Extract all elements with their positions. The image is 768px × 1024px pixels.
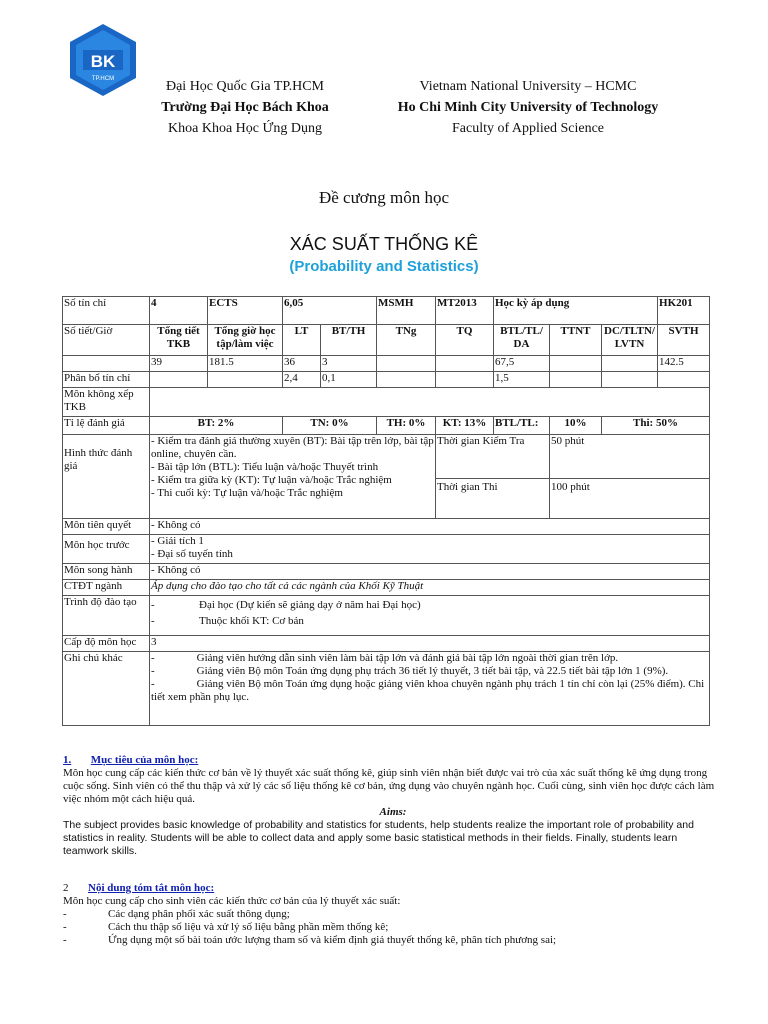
table-row [63, 564, 710, 580]
list-item: - Đại số tuyến tính [151, 548, 233, 560]
previous-course-label: Môn học trước [63, 535, 150, 564]
semester-value: HK201 [658, 297, 710, 325]
table-cell: 1,5 [494, 372, 550, 388]
col-header: Tổng giờ học tập/làm việc [208, 325, 283, 356]
table-cell: 2,4 [283, 372, 321, 388]
header-left [150, 76, 340, 139]
prerequisite-label: Môn tiên quyết [63, 519, 150, 535]
document-title: Đề cương môn học [318, 188, 450, 207]
table-cell [550, 356, 602, 372]
course-level-label: Cấp độ môn học [63, 636, 150, 652]
parallel-course-value: - Không có [150, 564, 710, 580]
table-row [63, 535, 710, 564]
program-label: CTĐT ngành [63, 580, 150, 596]
table-cell: 36 [283, 356, 321, 372]
svg-text:TP.HCM: TP.HCM [91, 76, 115, 82]
training-level-label: Trình độ đào tạo [63, 596, 150, 636]
list-item: - Kiểm tra giữa kỳ (KT): Tự luận và/hoặc Trắc nghiệm [151, 474, 392, 486]
ratio-label: Tỉ lệ đánh giá [63, 417, 150, 435]
table-cell: 181.5 [208, 356, 283, 372]
training-level-values: - Đại học (Dự kiến sẽ giảng dạy ở năm hai Đại học) - Thuộc khối KT: Cơ bản [150, 596, 710, 636]
hours-label: Số tiết/Giờ [63, 325, 150, 356]
notes-label: Ghi chú khác [63, 652, 150, 726]
table-cell [658, 372, 710, 388]
svg-text:BK: BK [90, 52, 116, 71]
parallel-course-label: Môn song hành [63, 564, 150, 580]
table-cell: 3 [321, 356, 377, 372]
notes-values: - Giảng viên hướng dẫn sinh viên làm bài tập lớn và đánh giá bài tập lớn ngoài thời gian trên lớp. - Giảng viên Bộ môn Toán ứng dụng phụ trách 36 tiết lý thuyết, 3 tiết bài tập, và 22.5 tiết bài tập lớn 1 (9%). - Giảng viên Bộ môn Toán ứng dụng hoặc giảng viên khoa chuyên ngành phụ trách 1 tín chỉ còn lại (25% điểm). Chi tiết xem phần phụ lục. [150, 652, 710, 726]
ratio-tn: TN: 0% [283, 417, 377, 435]
university-name-en: Vietnam National University – HCMC [419, 79, 637, 94]
section-objectives [63, 754, 723, 858]
summary-item: Ứng dụng một số bài toán ước lượng tham số và kiểm định giả thuyết thống kê, phân tích phương sai; [108, 934, 557, 946]
section-heading [63, 754, 723, 767]
ratio-btl-label: BTL/TL: [494, 417, 550, 435]
section-number: 1. [63, 754, 72, 766]
summary-item: Cách thu thập số liệu và xử lý số liệu bằng phần mềm thống kê; [108, 921, 389, 933]
list-item: - Thi cuối kỳ: Tự luận và/hoặc Trắc nghiệm [151, 487, 343, 499]
table-cell: 142.5 [658, 356, 710, 372]
section-heading [63, 882, 723, 895]
school-name-vi: Trường Đại Học Bách Khoa [161, 100, 329, 115]
credits-label: Số tín chỉ [63, 297, 150, 325]
faculty-name-en: Faculty of Applied Science [451, 121, 605, 136]
assessment-label: Hình thức đánh giá [63, 435, 150, 519]
course-level-value: 3 [150, 636, 710, 652]
table-cell: 0,1 [321, 372, 377, 388]
school-name-en: Ho Chi Minh City University of Technology [397, 100, 659, 115]
list-item: - Kiểm tra đánh giá thường xuyên (BT): Bài tập trên lớp, bài tập online, chuyên cần. [151, 435, 434, 460]
section-number: 2 [63, 882, 69, 894]
assessment-methods [150, 435, 436, 519]
table-row [63, 519, 710, 535]
table-row [63, 372, 710, 388]
table-cell [436, 372, 494, 388]
prerequisite-value: - Không có [150, 519, 710, 535]
table-cell [602, 356, 658, 372]
col-header: LT [283, 325, 321, 356]
table-cell [377, 356, 436, 372]
table-cell [602, 372, 658, 388]
list-item: Đại học (Dự kiến sẽ giảng dạy ở năm hai Đại học) [199, 599, 421, 611]
table-row [63, 596, 710, 636]
table-cell [377, 372, 436, 388]
table-cell [436, 356, 494, 372]
table-cell: 67,5 [494, 356, 550, 372]
credits-value: 4 [150, 297, 208, 325]
ects-value: 6,05 [283, 297, 377, 325]
summary-intro: Môn học cung cấp cho sinh viên các kiến thức cơ bản của lý thuyết xác suất: [63, 895, 401, 907]
header-right [378, 76, 678, 139]
not-scheduled-label: Môn không xếp TKB [63, 388, 150, 417]
credit-allocation-label: Phân bổ tín chỉ [63, 372, 150, 388]
col-header: DC/TLTN/ LVTN [602, 325, 658, 356]
previous-course-values [150, 535, 710, 564]
col-header: TTNT [550, 325, 602, 356]
section-summary: 2 Nội dung tóm tắt môn học: Môn học cung cấp cho sinh viên các kiến thức cơ bản của lý thuyết xác suất: - Các dạng phân phối xác suất thông dụng; - Cách thu thập số liệu và xử lý số liệu bằng phần mềm thống kê; - Ứng dụng một số bài toán ước lượng tham số và kiểm định giả thuyết thống kê, phân tích phương sai; [63, 882, 723, 947]
final-time-value: 100 phút [550, 479, 710, 519]
ects-label: ECTS [208, 297, 283, 325]
col-header: BTL/TL/ DA [494, 325, 550, 356]
midterm-time-value: 50 phút [550, 435, 710, 479]
table-row [63, 388, 710, 417]
list-item: Giảng viên Bộ môn Toán ứng dụng hoặc giảng viên khoa chuyên ngành phụ trách 1 tín chỉ còn lại (25% điểm). Chi tiết xem phần phụ lục. [151, 678, 705, 703]
list-item: Giảng viên Bộ môn Toán ứng dụng phụ trách 36 tiết lý thuyết, 3 tiết bài tập, và 22.5 tiết bài tập lớn 1 (9%). [196, 665, 669, 677]
table-cell: 39 [150, 356, 208, 372]
semester-label: Học kỳ áp dụng [494, 297, 658, 325]
aims-label: Aims: [379, 806, 407, 818]
faculty-name-vi: Khoa Khoa Học Ứng Dụng [168, 121, 322, 136]
list-item: Giảng viên hướng dẫn sinh viên làm bài tập lớn và đánh giá bài tập lớn ngoài thời gian trên lớp. [196, 652, 619, 664]
ratio-kt: KT: 13% [436, 417, 494, 435]
table-row [63, 297, 710, 325]
ratio-th: TH: 0% [377, 417, 436, 435]
section-title: Mục tiêu của môn học: [90, 754, 199, 766]
msmh-value: MT2013 [436, 297, 494, 325]
list-item: - Bài tập lớn (BTL): Tiểu luận và/hoặc Thuyết trình [151, 461, 379, 473]
course-title: XÁC SUẤT THỐNG KÊ [289, 234, 479, 254]
university-name-vi: Đại Học Quốc Gia TP.HCM [165, 79, 324, 94]
ratio-thi: Thi: 50% [602, 417, 710, 435]
table-row [63, 435, 710, 479]
blank-cell [150, 388, 710, 417]
list-item: Thuộc khối KT: Cơ bản [199, 615, 304, 627]
list-item: - Giải tích 1 [151, 535, 204, 547]
table-row [63, 325, 710, 356]
table-cell [550, 372, 602, 388]
blank-cell [63, 356, 150, 372]
summary-item: Các dạng phân phối xác suất thông dụng; [108, 908, 290, 920]
table-row [63, 580, 710, 596]
col-header: Tổng tiết TKB [150, 325, 208, 356]
table-row [63, 417, 710, 435]
objectives-vi: Môn học cung cấp các kiến thức cơ bản về lý thuyết xác suất thống kê, giúp sinh viên nhận biết được vai trò của xác suất thống kê ứng dụng trong cuộc sống. Sinh viên có thể thu thập và xử lý các số liệu thống kê cơ bản, ứng dụng vào chuyên ngành học. Cuối cùng, sinh viên học được cách làm việc nhóm một cách hiệu quả. [63, 767, 715, 805]
table-row [63, 636, 710, 652]
course-info-table [62, 296, 710, 726]
university-logo [65, 22, 141, 98]
midterm-time-label: Thời gian Kiểm Tra [436, 435, 550, 479]
program-value: Áp dụng cho đào tạo cho tất cả các ngành của Khối Kỹ Thuật [150, 580, 710, 596]
col-header: TNg [377, 325, 436, 356]
table-row [63, 356, 710, 372]
ratio-bt: BT: 2% [150, 417, 283, 435]
col-header: TQ [436, 325, 494, 356]
table-cell [208, 372, 283, 388]
ratio-btl-value: 10% [550, 417, 602, 435]
msmh-label: MSMH [377, 297, 436, 325]
col-header: BT/TH [321, 325, 377, 356]
table-row [63, 652, 710, 726]
course-subtitle: (Probability and Statistics) [289, 258, 479, 275]
objectives-en: The subject provides basic knowledge of probability and statistics for students, help students realize the important role of probability and statistics in reality. Students will be able to collect data and apply some basic statistical methods in their fields. Finally, students learn teamwork skills. [63, 819, 694, 857]
final-time-label: Thời gian Thi [436, 479, 550, 519]
table-cell [150, 372, 208, 388]
col-header: SVTH [658, 325, 710, 356]
section-title: Nội dung tóm tắt môn học: [88, 882, 215, 894]
